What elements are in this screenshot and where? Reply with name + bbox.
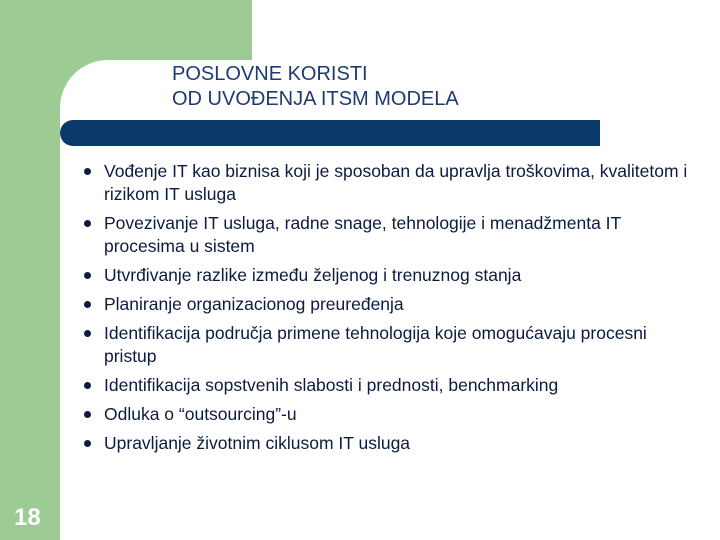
list-item xyxy=(84,322,704,368)
bullet-dot-icon xyxy=(84,411,91,418)
bullet-dot-icon xyxy=(84,330,91,337)
list-item-text: Planiranje organizacionog preuređenja xyxy=(104,294,404,314)
list-item xyxy=(84,264,704,287)
bullet-dot-icon xyxy=(84,382,91,389)
slide-number: 18 xyxy=(14,504,41,531)
list-item-text: Identifikacija područja primene tehnologija koje omogućavaju procesni pristup xyxy=(104,323,647,366)
list-item xyxy=(84,293,704,316)
list-item-text: Identifikacija sopstvenih slabosti i prednosti, benchmarking xyxy=(104,375,559,395)
bullet-list xyxy=(84,160,704,461)
slide-title-line-2: OD UVOĐENJA ITSM MODELA xyxy=(172,88,459,110)
bullet-dot-icon xyxy=(84,220,91,227)
list-item-text: Upravljanje životnim ciklusom IT usluga xyxy=(104,433,411,453)
list-item xyxy=(84,374,704,397)
list-item-text: Odluka o “outsourcing”-u xyxy=(104,404,297,424)
slide-title-line-1: POSLOVNE KORISTI xyxy=(172,63,368,85)
list-item-text: Povezivanje IT usluga, radne snage, tehnologije i menadžmenta IT procesima u sistem xyxy=(104,213,621,256)
slide-title xyxy=(172,62,459,112)
list-item-text: Vođenje IT kao biznisa koji je sposoban da upravlja troškovima, kvalitetom i rizikom IT usluga xyxy=(104,161,688,204)
list-item xyxy=(84,160,704,206)
bullet-dot-icon xyxy=(84,272,91,279)
list-item xyxy=(84,212,704,258)
bullet-dot-icon xyxy=(84,301,91,308)
list-item-text: Utvrđivanje razlike između željenog i trenuznog stanja xyxy=(104,265,522,285)
list-item xyxy=(84,432,704,455)
bullet-dot-icon xyxy=(84,440,91,447)
bullet-dot-icon xyxy=(84,168,91,175)
title-underline-bar xyxy=(60,120,600,146)
list-item xyxy=(84,403,704,426)
